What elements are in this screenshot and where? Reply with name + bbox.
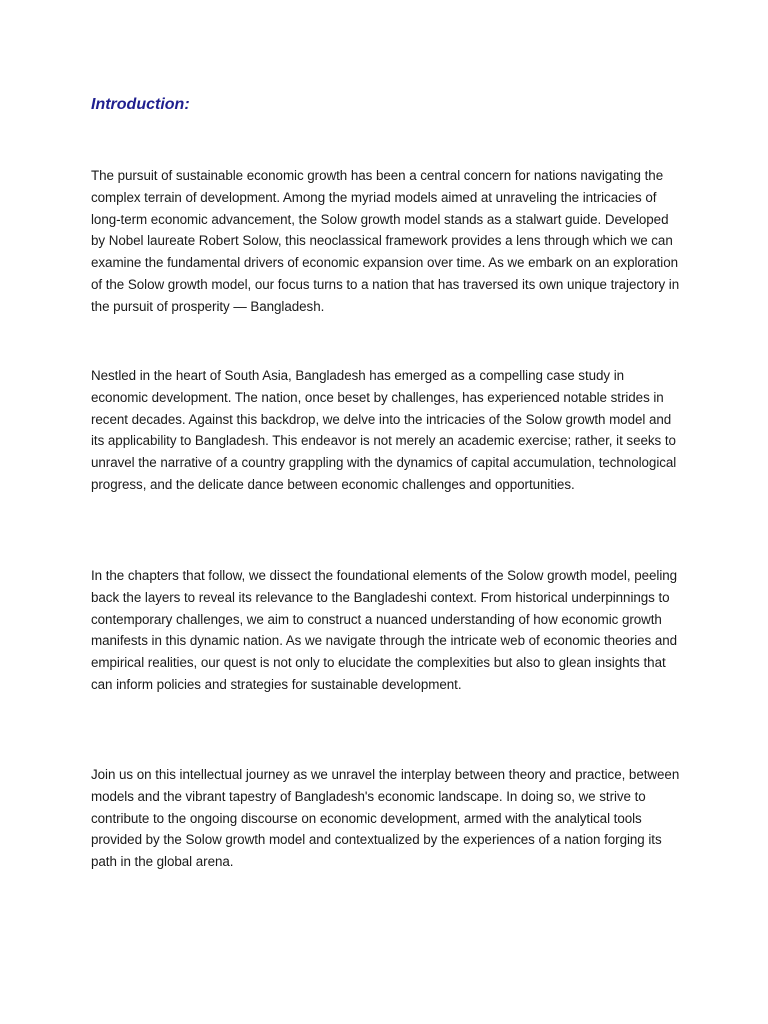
paragraph-1: The pursuit of sustainable economic growth has been a central concern for nations navigating the complex terrain of development. Among the myriad models aimed at unraveling the intricacies of long-term economic advancement, the Solow growth model stands as a stalwart guide. Developed by Nobel laureate Robert Solow, this neoclassical framework provides a lens through which we can examine the fundamental drivers of economic expansion over time. As we embark on an exploration of the Solow growth model, our focus turns to a nation that has traversed its own unique trajectory in the pursuit of prosperity — Bangladesh. — [91, 168, 680, 314]
paragraph-2: Nestled in the heart of South Asia, Bangladesh has emerged as a compelling case study in economic development. The nation, once beset by challenges, has experienced notable strides in recent decades. Against this backdrop, we delve into the intricacies of the Solow growth model and its applicability to Bangladesh. This endeavor is not merely an academic exercise; rather, it seeks to unravel the narrative of a country grappling with the dynamics of capital accumulation, technological progress, and the delicate dance between economic challenges and opportunities. — [91, 368, 677, 492]
section-heading: Introduction: — [91, 96, 190, 113]
paragraph-3: In the chapters that follow, we dissect the foundational elements of the Solow growth model, peeling back the layers to reveal its relevance to the Bangladeshi context. From historical underpinnings to contemporary challenges, we aim to construct a nuanced understanding of how economic growth manifests in this dynamic nation. As we navigate through the intricate web of economic theories and empirical realities, our quest is not only to elucidate the complexities but also to glean insights that can inform policies and strategies for sustainable development. — [91, 568, 678, 692]
paragraph-4: Join us on this intellectual journey as we unravel the interplay between theory and practice, between models and the vibrant tapestry of Bangladesh's economic landscape. In doing so, we strive to contribute to the ongoing discourse on economic development, armed with the analytical tools provided by the Solow growth model and contextualized by the experiences of a nation forging its path in the global arena. — [91, 767, 680, 870]
